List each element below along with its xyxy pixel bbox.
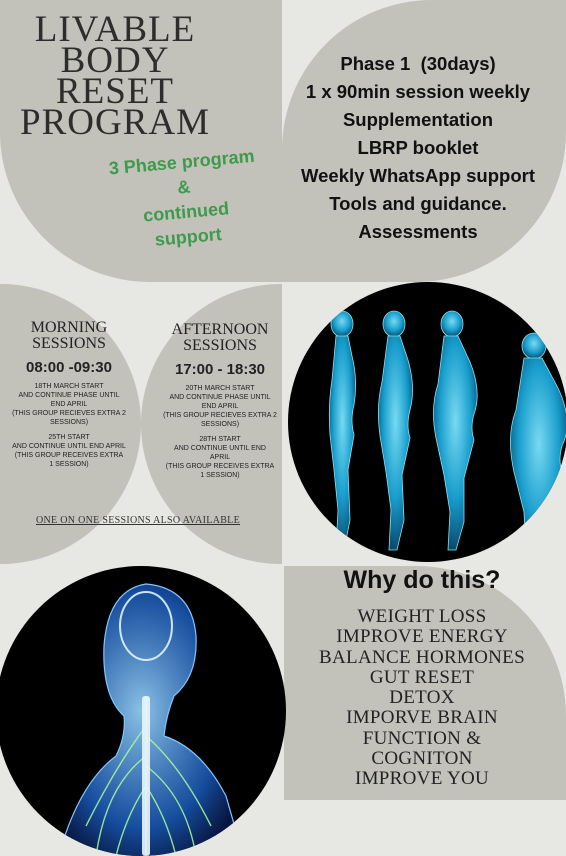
phase-item: Assessments <box>358 221 478 242</box>
note-line: END APRIL <box>201 403 239 410</box>
tagline-line: & <box>176 176 192 198</box>
afternoon-heading-line: SESSIONS <box>183 337 257 354</box>
phase-item: Tools and guidance. <box>329 193 507 214</box>
program-tagline <box>92 142 278 257</box>
afternoon-heading-line: AFTERNOON <box>171 321 269 338</box>
afternoon-sessions <box>156 322 284 480</box>
benefits-list <box>288 607 556 790</box>
one-on-one-note: ONE ON ONE SESSIONS ALSO AVAILABLE <box>35 515 241 526</box>
note-line: AND CONTINUE UNTIL END <box>174 445 266 452</box>
note-line: SESSIONS) <box>49 419 89 426</box>
note-line: 18TH MARCH START <box>34 383 104 390</box>
note-line: (THIS GROUP RECEIVES EXTRA <box>14 452 124 459</box>
phase-item: LBRP booklet <box>357 137 479 158</box>
afternoon-note-2 <box>156 435 284 480</box>
note-line: 25TH START <box>48 434 90 441</box>
phase-heading: Phase 1 (30days) <box>340 53 496 74</box>
anatomy-graphic <box>0 566 286 856</box>
anatomy-body-photo <box>0 566 286 856</box>
note-line: 1 SESSION) <box>49 461 89 468</box>
benefit-item: IMPORVE BRAIN <box>346 707 498 729</box>
program-title <box>20 9 210 143</box>
tagline-line: continued <box>142 198 230 226</box>
note-line: 28TH START <box>199 436 241 443</box>
phase-item: Supplementation <box>342 109 494 130</box>
benefit-item: IMPROVE ENERGY <box>336 626 508 648</box>
benefit-item: COGNITON <box>371 748 473 770</box>
note-line: SESSIONS) <box>200 421 240 428</box>
phase-item: Weekly WhatsApp support <box>300 165 535 186</box>
morning-note-1 <box>2 382 136 427</box>
tagline-line: 3 Phase program <box>108 145 256 179</box>
note-line: END APRIL <box>50 401 88 408</box>
benefit-item: DETOX <box>389 687 455 709</box>
note-line: (THIS GROUP RECIEVES EXTRA 2 <box>163 412 277 419</box>
body-silhouettes-photo <box>288 282 566 562</box>
note-line: 20TH MARCH START <box>185 385 255 392</box>
note-line: (THIS GROUP RECIEVES EXTRA 2 <box>12 410 126 417</box>
title-line: LIVABLE <box>34 9 196 50</box>
benefit-item: IMPROVE YOU <box>354 768 490 790</box>
note-line: AND CONTINUE PHASE UNTIL <box>18 392 120 399</box>
afternoon-note-1 <box>156 384 284 429</box>
benefit-item: BALANCE HORMONES <box>319 646 525 668</box>
note-line: (THIS GROUP RECEIVES EXTRA <box>165 463 275 470</box>
why-heading: Why do this? <box>343 566 501 594</box>
morning-heading-line: SESSIONS <box>32 335 106 352</box>
benefit-item: FUNCTION & <box>362 727 482 749</box>
title-line: RESET <box>55 71 175 112</box>
benefit-item: GUT RESET <box>369 666 475 688</box>
title-line: BODY <box>60 40 170 81</box>
morning-time: 08:00 -09:30 <box>26 359 112 376</box>
tagline-line: support <box>153 223 223 250</box>
benefit-item: WEIGHT LOSS <box>357 606 487 627</box>
morning-sessions <box>2 320 136 469</box>
note-line: APRIL <box>209 454 231 461</box>
title-line: PROGRAM <box>20 102 210 143</box>
note-line: AND CONTINUE PHASE UNTIL <box>169 394 271 401</box>
afternoon-time: 17:00 - 18:30 <box>174 361 266 378</box>
phase-details <box>282 50 554 246</box>
morning-heading-line: MORNING <box>30 319 108 336</box>
note-line: AND CONTINUE UNTIL END APRIL <box>12 443 126 450</box>
morning-note-2 <box>2 433 136 469</box>
phase-item: 1 x 90min session weekly <box>305 81 531 102</box>
note-line: 1 SESSION) <box>200 472 240 479</box>
silhouettes-graphic <box>288 282 566 562</box>
